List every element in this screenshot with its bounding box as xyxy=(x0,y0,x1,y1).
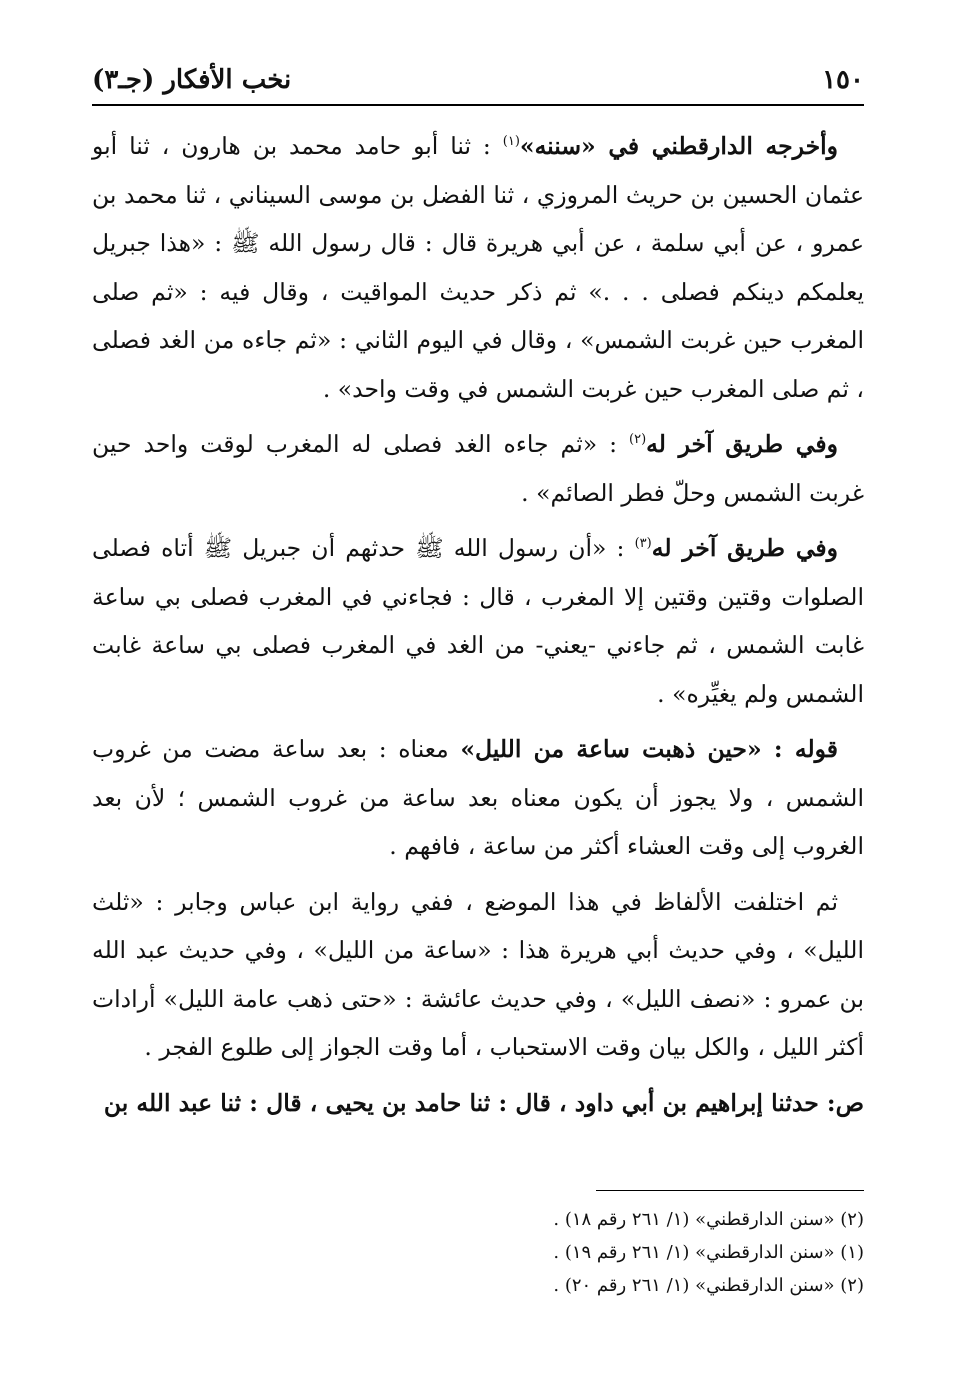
header-divider xyxy=(92,104,864,106)
paragraph-text: : «ثم جاءه الغد فصلى له المغرب لوقت واحد حين غربت الشمس وحلّ فطر الصائم» . xyxy=(92,430,864,507)
footnote: (٢) «سنن الدارقطني» (١/ ٢٦١ رقم ١٨) . xyxy=(553,1209,864,1230)
paragraph-lead: وفي طريق آخر له xyxy=(651,534,838,562)
paragraph-lead: وأخرجه الدارقطني في «سننه» xyxy=(519,132,838,160)
running-header xyxy=(92,62,864,98)
paragraph-text: : «أن رسول الله ﷺ حدثهم أن جبريل ﷺ أتاه فصلى الصلوات وقتين وقتين إلا المغرب ، قال : فجاءني في المغرب فصلى بي ساعة غابت الشمس ، ثم جاءني -يعني- من الغد في المغرب فصلى بي ساعة غابت الشمس ولم يغيِّره» . xyxy=(92,534,864,708)
footnote-marker: (٣) xyxy=(634,536,652,552)
page-number: ١٥٠ xyxy=(822,65,864,95)
paragraph xyxy=(92,420,864,517)
paragraph-lead: ص: حدثنا إبراهيم بن أبي داود ، قال : ثنا حامد بن يحيى ، قال : ثنا عبد الله بن xyxy=(103,1088,864,1117)
paragraph-lead: وفي طريق آخر له xyxy=(646,430,838,458)
paragraph xyxy=(92,122,864,413)
footnote-divider xyxy=(596,1190,864,1191)
paragraph xyxy=(92,878,864,1072)
paragraph-text: معناه : بعد ساعة مضت من غروب الشمس ، ولا يجوز أن يكون معناه بعد ساعة من غروب الشمس ؛ لأن بعد الغروب إلى وقت العشاء أكثر من ساعة ، فافهم . xyxy=(92,735,864,860)
paragraph xyxy=(92,1079,864,1128)
footnote: (٢) «سنن الدارقطني» (١/ ٢٦١ رقم ٢٠) . xyxy=(553,1275,864,1296)
paragraph-lead: قوله : «حين ذهبت ساعة من الليل» xyxy=(460,735,838,763)
book-title: نخب الأفكار (جـ٣) xyxy=(92,65,292,95)
footnote-marker: (١) xyxy=(502,134,520,150)
main-text xyxy=(92,122,864,1134)
paragraph-text: ثم اختلفت الألفاظ في هذا الموضع ، ففي رواية ابن عباس وجابر : «ثلث الليل» ، وفي حديث أبي هريرة هذا : «ساعة من الليل» ، وفي حديث عبد الله بن عمرو : «نصف الليل» ، وفي حديث عائشة : «حتى ذهب عامة الليل» أرادات أكثر الليل ، والكل بيان وقت الاستحباب ، أما وقت الجواز إلى طلوع الفجر . xyxy=(92,887,864,1061)
paragraph xyxy=(92,524,864,718)
footnote: (١) «سنن الدارقطني» (١/ ٢٦١ رقم ١٩) . xyxy=(553,1242,864,1263)
footnotes xyxy=(92,1203,864,1302)
paragraph-text: : ثنا أبو حامد محمد بن هارون ، ثنا أبو عثمان الحسين بن حريث المروزي ، ثنا الفضل بن موسى السيناني ، ثنا محمد بن عمرو ، عن أبي سلمة ، عن أبي هريرة قال : قال رسول الله ﷺ : «هذا جبريل يعلمكم دينكم فصلى . . .» ثم ذكر حديث المواقيت ، وقال فيه : «ثم صلى المغرب حين غربت الشمس» ، وقال في اليوم الثاني : «ثم جاءه من الغد فصلى ، ثم صلى المغرب حين غربت الشمس في وقت واحد» . xyxy=(92,132,864,403)
footnote-marker: (٢) xyxy=(629,432,647,448)
paragraph xyxy=(92,725,864,871)
